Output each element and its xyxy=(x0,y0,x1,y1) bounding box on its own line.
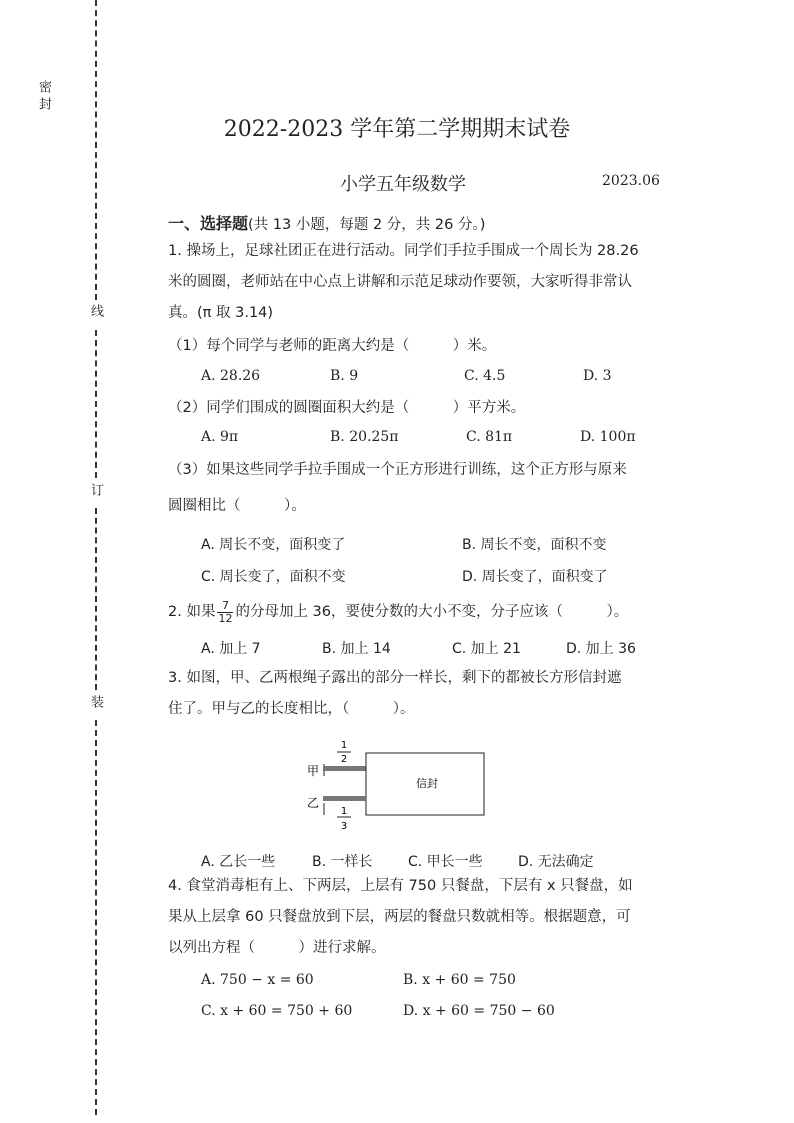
q1-sub3-opt-c: C. 周长变了，面积不变 xyxy=(201,569,346,585)
exam-title: 2022-2023 学年第二学期期末试卷 xyxy=(223,117,571,142)
q3-opt-b: B. 一样长 xyxy=(312,854,373,870)
q1-sub2-opt-b: B. 20.25π xyxy=(330,429,399,445)
margin-top-labels: 密 封 xyxy=(36,80,51,111)
q2-opt-c: C. 加上 21 xyxy=(452,641,521,657)
exam-date: 2023.06 xyxy=(602,173,660,189)
q1-sub2: （2）同学们围成的圆圈面积大约是（ ）平方米。 xyxy=(168,400,526,416)
q1-sub1-opt-c: C. 4.5 xyxy=(464,368,506,384)
q3-opt-c: C. 甲长一些 xyxy=(408,854,483,870)
q4-opt-c: C. x + 60 = 750 + 60 xyxy=(201,1003,353,1019)
q2-frac-den: 12 xyxy=(218,611,233,625)
q3-rope-a xyxy=(323,766,366,771)
q2-opt-a: A. 加上 7 xyxy=(201,641,261,657)
q3-frac-b-den: 3 xyxy=(340,821,348,832)
q3-rope-a-label: 甲 xyxy=(307,764,320,778)
section-name: 一、选择题 xyxy=(168,214,249,233)
q1-sub1: （1）每个同学与老师的距离大约是（ ）米。 xyxy=(168,338,497,354)
q3-figure xyxy=(300,735,500,835)
margin-bind-label: 订 xyxy=(88,483,103,496)
q3-line2: 住了。甲与乙的长度相比，（ ）。 xyxy=(168,701,415,717)
q2-frac-num: 7 xyxy=(217,600,233,613)
q3-opt-d: D. 无法确定 xyxy=(518,854,594,870)
q3-envelope-label: 信封 xyxy=(416,777,438,790)
q1-sub2-opt-c: C. 81π xyxy=(466,429,513,445)
q4-opt-b: B. x + 60 = 750 xyxy=(403,972,516,988)
q1-sub3-opt-a: A. 周长不变，面积变了 xyxy=(201,537,346,553)
q3-line1: 3. 如图，甲、乙两根绳子露出的部分一样长，剩下的都被长方形信封遮 xyxy=(168,670,622,686)
q3-frac-a-den: 2 xyxy=(340,754,348,765)
q1-sub1-opt-a: A. 28.26 xyxy=(201,368,261,384)
q4-line2: 果从上层拿 60 只餐盘放到下层，两层的餐盘只数就相等。根据题意，可 xyxy=(168,909,631,925)
q1-sub1-opt-b: B. 9 xyxy=(330,368,359,384)
q3-frac-a-num: 1 xyxy=(340,740,348,751)
q4-opt-d: D. x + 60 = 750 − 60 xyxy=(403,1003,555,1019)
section-heading xyxy=(168,214,485,235)
q1-sub3-opt-b: B. 周长不变，面积不变 xyxy=(462,537,607,553)
q1-line2: 米的圆圈，老师站在中心点上讲解和示范足球动作要领，大家听得非常认 xyxy=(168,274,632,290)
q1-sub2-opt-d: D. 100π xyxy=(580,429,636,445)
q1-sub2-opt-a: A. 9π xyxy=(201,429,239,445)
q2-suffix: 的分母加上 36，要使分数的大小不变，分子应该（ ）。 xyxy=(235,604,629,620)
q2-line xyxy=(168,598,628,626)
q2-fraction xyxy=(217,600,233,625)
q1-sub3-line2: 圆圈相比（ ）。 xyxy=(168,498,306,514)
q3-rope-b xyxy=(323,796,366,801)
exam-subtitle: 小学五年级数学 xyxy=(340,174,466,195)
q1-sub1-opt-d: D. 3 xyxy=(583,368,612,384)
q3-rope-b-label: 乙 xyxy=(307,796,320,810)
margin-seal-label: 装 xyxy=(88,695,103,708)
q2-opt-b: B. 加上 14 xyxy=(322,641,391,657)
q2-opt-d: D. 加上 36 xyxy=(566,641,636,657)
q1-sub3-opt-d: D. 周长变了，面积变了 xyxy=(462,569,608,585)
q3-frac-b-num: 1 xyxy=(340,806,348,817)
section-note: (共 13 小题，每题 2 分，共 26 分。) xyxy=(248,217,486,233)
q2-prefix: 2. 如果 xyxy=(168,604,216,620)
q1-line1: 1. 操场上，足球社团正在进行活动。同学们手拉手围成一个周长为 28.26 xyxy=(168,243,639,259)
q4-line3: 以列出方程（ ）进行求解。 xyxy=(168,940,386,956)
q4-opt-a: A. 750 − x = 60 xyxy=(201,972,314,988)
q3-opt-a: A. 乙长一些 xyxy=(201,854,276,870)
margin-line-label: 线 xyxy=(88,304,103,317)
q1-line3: 真。(π 取 3.14) xyxy=(168,305,274,321)
q1-sub3-line1: （3）如果这些同学手拉手围成一个正方形进行训练，这个正方形与原来 xyxy=(168,462,627,478)
q4-line1: 4. 食堂消毒柜有上、下两层，上层有 750 只餐盘，下层有 x 只餐盘，如 xyxy=(168,878,633,894)
